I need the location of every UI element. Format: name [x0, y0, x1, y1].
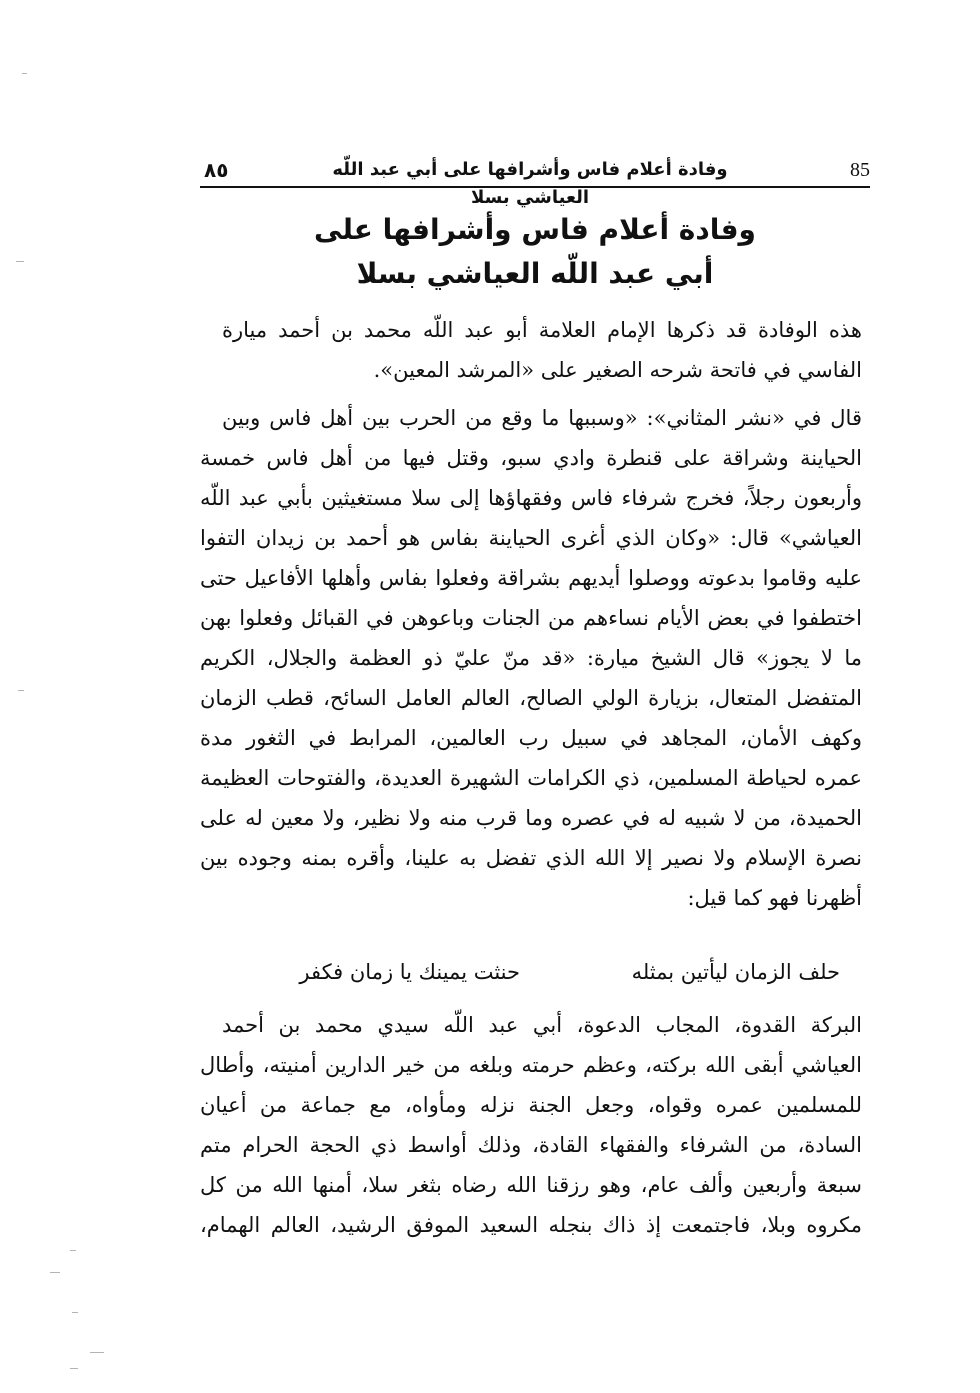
body-line: العياشي» قال: «وكان الذي أغرى الحياينة بفاس هو أحمد بن زيدان التفوا: [200, 526, 862, 550]
scan-speck: [22, 73, 27, 74]
body-line: مكروه وبلا، فاجتمعت إذ ذاك بنجله السعيد الموفق الرشيد، العالم الهمام،: [200, 1213, 862, 1237]
body-line: هذه الوفادة قد ذكرها الإمام العلامة أبو عبد اللّه محمد بن أحمد ميارة: [222, 318, 862, 342]
chapter-title-line-1: وفادة أعلام فاس وأشرافها على: [314, 213, 756, 246]
body-line: اختطفوا في بعض الأيام نساءهم من الجنات وباعوهن في القبائل وفعلوا بهن: [200, 606, 862, 630]
body-line: المتفضل المتعال، بزيارة الولي الصالح، العالم العامل السائح، قطب الزمان: [200, 686, 862, 710]
verse-second-hemistich: حنثت يمينك يا زمان فكفر: [299, 960, 520, 984]
chapter-title-line-2: أبي عبد اللّه العياشي بسلا: [356, 257, 714, 290]
running-header: [200, 156, 870, 208]
body-line: سبعة وأربعين وألف عام، وهو رزقنا الله رضاه بثغر سلا، أمنها الله من كل: [200, 1173, 862, 1197]
scan-speck: [16, 261, 24, 262]
body-line: عليه وقاموا بدعوته ووصلوا أيديهم بشراقة وفعلوا بفاس وأهلها الأفاعيل حتى: [200, 566, 862, 590]
body-line: قال في «نشر المثاني»: «وسببها ما وقع من الحرب بين أهل فاس وبين: [222, 406, 862, 430]
body-line: الفاسي في فاتحة شرحه الصغير على «المرشد المعين».: [373, 358, 862, 382]
page-number-latin: 85: [850, 159, 870, 181]
scan-speck: [70, 1250, 76, 1251]
scan-speck: [70, 1368, 78, 1369]
body-line: الحياينة وشراقة على قنطرة وادي سبو، وقتل فيها من أهل فاس خمسة: [200, 446, 862, 470]
body-line: نصرة الإسلام ولا نصير إلا الله الذي تفضل به علينا، وأقره بمنه وجوده بين: [200, 846, 862, 870]
body-line: ما لا يجوز» قال الشيخ ميارة: «قد منّ عليّ ذو العظمة والجلال، الكريم: [200, 646, 862, 670]
body-line: وكهف الأمان، المجاهد في سبيل رب العالمين، المرابط في الثغور مدة: [200, 726, 862, 750]
running-title: وفادة أعلام فاس وأشرافها على أبي عبد اللّه العياشي بسلا: [332, 159, 728, 208]
body-line: للمسلمين عمره وقواه، وجعل الجنة نزله ومأواه، مع جماعة من أعيان: [200, 1093, 862, 1117]
body-line: وأربعون رجلاً، فخرج شرفاء فاس وفقهاؤها إلى سلا مستغيثين بأبي عبد اللّه: [200, 486, 862, 510]
page-number-arabic: ٨٥: [204, 158, 229, 182]
scan-speck: [18, 690, 24, 691]
scan-speck: [50, 1272, 60, 1273]
body-line: العياشي أبقى الله بركته، وعظم حرمته وبلغه من خير الدارين أمنيته، وأطال: [200, 1053, 862, 1077]
verse-first-hemistich: حلف الزمان ليأتين بمثله: [631, 960, 840, 984]
body-line: عمره لحياطة المسلمين، ذي الكرامات الشهيرة العديدة، والفتوحات العظيمة: [200, 766, 862, 790]
body-line: البركة القدوة، المجاب الدعوة، أبي عبد اللّه سيدي محمد بن أحمد: [222, 1013, 862, 1037]
body-line: أظهرنا فهو كما قيل:: [687, 886, 862, 910]
scan-speck: [90, 1352, 104, 1353]
body-line: الحميدة، من لا شبيه له في عصره وما قرب منه ولا نظير، ولا معين له على: [200, 806, 862, 830]
body-line: السادة، من الشرفاء والفقهاء القادة، وذلك أواسط ذي الحجة الحرام متم: [200, 1133, 862, 1157]
scan-speck: [72, 1312, 78, 1313]
